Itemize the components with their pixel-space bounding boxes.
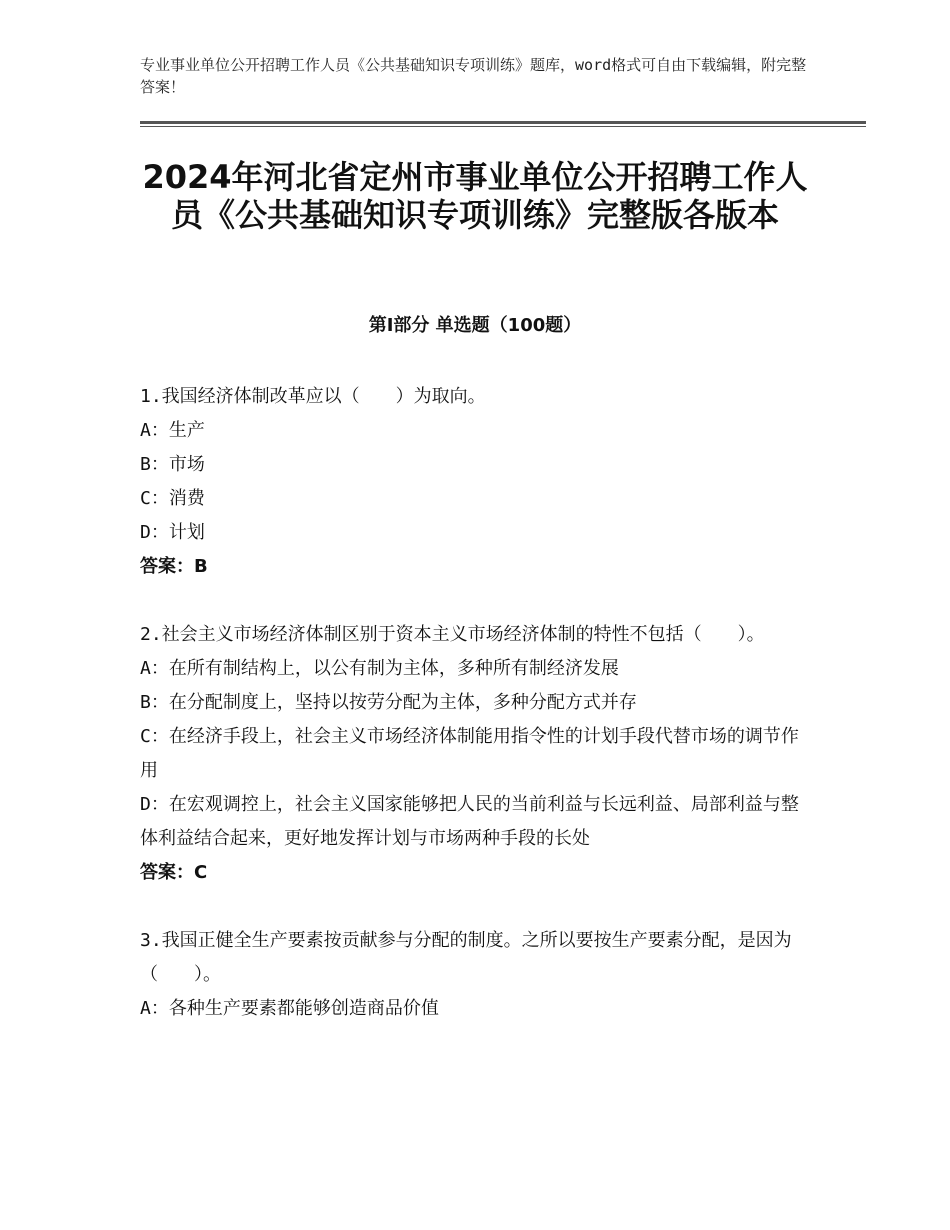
option-d: D：计划 (140, 522, 205, 543)
answer: 答案：B (140, 556, 208, 577)
spacer (140, 890, 810, 924)
option-b: B：市场 (140, 454, 205, 475)
option-d: D：在宏观调控上，社会主义国家能够把人民的当前利益与长远利益、局部利益与整体利益结合起来，更好地发挥计划与市场两种手段的长处 (140, 794, 799, 849)
document-title: 2024年河北省定州市事业单位公开招聘工作人员《公共基础知识专项训练》完整版各版本 (142, 158, 808, 234)
option-a: A：各种生产要素都能够创造商品价值 (140, 998, 439, 1019)
question-list (140, 380, 810, 1026)
option-b: B：在分配制度上，坚持以按劳分配为主体，多种分配方式并存 (140, 692, 637, 713)
question-stem: 2.社会主义市场经济体制区别于资本主义市场经济体制的特性不包括（ ）。 (140, 624, 765, 645)
option-c: C：在经济手段上，社会主义市场经济体制能用指令性的计划手段代替市场的调节作用 (140, 726, 799, 781)
header-note: 专业事业单位公开招聘工作人员《公共基础知识专项训练》题库，word格式可自由下载编辑，附完整答案！ (140, 56, 807, 96)
header-rule-thick (140, 121, 866, 124)
question-1 (140, 380, 810, 584)
question-stem: 1.我国经济体制改革应以（ ）为取向。 (140, 386, 486, 407)
answer: 答案：C (140, 862, 208, 883)
question-3 (140, 924, 810, 1026)
option-a: A：生产 (140, 420, 205, 441)
header-rule-thin (140, 126, 866, 127)
section-heading: 第Ⅰ部分 单选题（100题） (368, 315, 582, 336)
option-a: A：在所有制结构上，以公有制为主体，多种所有制经济发展 (140, 658, 619, 679)
question-stem: 3.我国正健全生产要素按贡献参与分配的制度。之所以要按生产要素分配，是因为（ ）。 (140, 930, 792, 985)
option-c: C：消费 (140, 488, 205, 509)
spacer (140, 584, 810, 618)
question-2 (140, 618, 810, 890)
